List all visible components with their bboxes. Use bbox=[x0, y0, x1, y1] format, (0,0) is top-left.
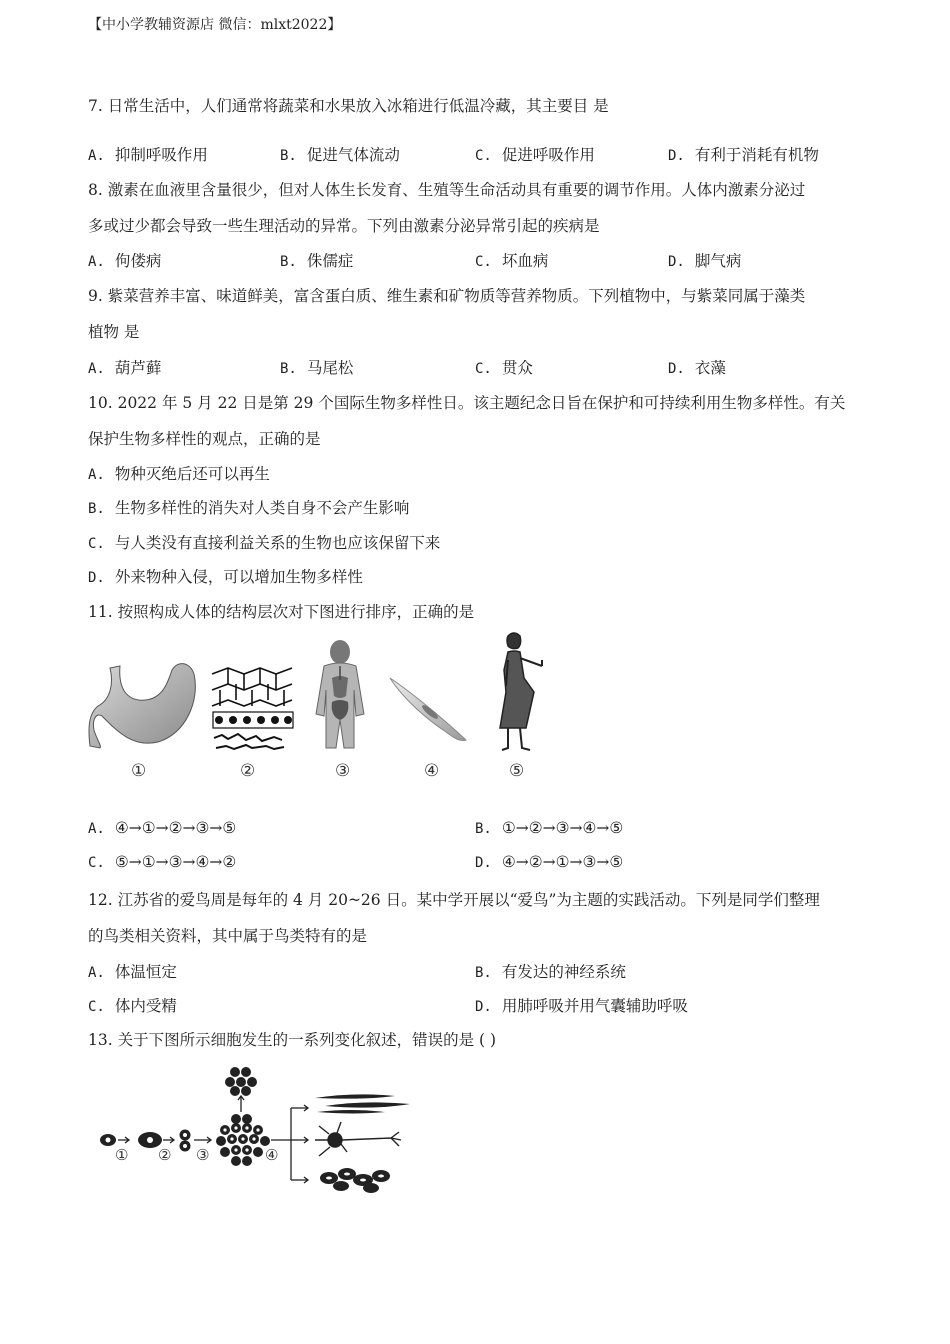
tissue-image bbox=[212, 666, 293, 754]
person-image bbox=[500, 633, 542, 750]
option-letter: C. bbox=[475, 361, 492, 377]
option-text: 坏血病 bbox=[501, 252, 549, 270]
option-letter: D. bbox=[668, 148, 685, 164]
blood-cells-icon bbox=[320, 1168, 390, 1193]
option-text: 生物多样性的消失对人类自身不会产生影响 bbox=[114, 499, 410, 517]
q11-option-a[interactable] bbox=[88, 819, 236, 837]
option-letter: D. bbox=[88, 570, 105, 586]
option-text: 体内受精 bbox=[114, 997, 177, 1015]
question-9-stem-line2: 植物 是 bbox=[88, 323, 140, 341]
option-letter: B. bbox=[88, 501, 105, 517]
q11-label-3: ③ bbox=[335, 761, 351, 781]
q11-label-1: ① bbox=[131, 761, 147, 781]
q12-option-b[interactable] bbox=[475, 960, 626, 982]
q11-figure bbox=[88, 630, 558, 790]
option-letter: C. bbox=[88, 855, 105, 871]
question-11-stem: 11. 按照构成人体的结构层次对下图进行排序，正确的是 bbox=[88, 603, 475, 621]
body-system-image bbox=[316, 640, 364, 748]
option-text: 衣藻 bbox=[694, 359, 726, 377]
q13-label-4: ④ bbox=[265, 1146, 279, 1164]
option-text: 贯众 bbox=[501, 359, 533, 377]
question-12-stem-line1: 12. 江苏省的爱鸟周是每年的 4 月 20~26 日。某中学开展以“爱鸟”为主题的实践活动。下列是同学们整理 bbox=[88, 891, 820, 909]
q12-option-a[interactable] bbox=[88, 960, 177, 982]
option-letter: D. bbox=[668, 361, 685, 377]
q11-label-4: ④ bbox=[424, 761, 440, 781]
page-header: 【中小学教辅资源店 微信：mlxt2022】 bbox=[88, 17, 342, 33]
option-letter: D. bbox=[668, 254, 685, 270]
q13-label-2: ② bbox=[158, 1146, 172, 1164]
option-text: 促进气体流动 bbox=[306, 146, 400, 164]
dividing-cells-icon bbox=[180, 1130, 191, 1152]
question-8-stem-line1: 8. 激素在血液里含量很少，但对人体生长发育、生殖等生命活动具有重要的调节作用。人体内激素分泌过 bbox=[88, 181, 806, 199]
question-8-stem-line2: 多或过少都会导致一些生理活动的异常。下列由激素分泌异常引起的疾病是 bbox=[88, 217, 600, 235]
neuron-icon bbox=[315, 1122, 401, 1156]
q7-option-d[interactable] bbox=[668, 143, 819, 165]
cell-image bbox=[390, 678, 466, 741]
option-text: 物种灭绝后还可以再生 bbox=[114, 465, 270, 483]
q13-label-1: ① bbox=[115, 1146, 129, 1164]
option-text: 侏儒症 bbox=[306, 252, 354, 270]
option-letter: B. bbox=[475, 821, 492, 837]
option-letter: C. bbox=[88, 999, 105, 1015]
q9-option-b[interactable] bbox=[280, 356, 353, 378]
question-10-stem-line2: 保护生物多样性的观点，正确的是 bbox=[88, 430, 321, 448]
q13-label-3: ③ bbox=[196, 1146, 210, 1164]
option-letter: A. bbox=[88, 821, 105, 837]
q7-option-b[interactable] bbox=[280, 143, 400, 165]
option-text: 抑制呼吸作用 bbox=[114, 146, 208, 164]
q10-option-d[interactable] bbox=[88, 565, 363, 587]
question-12-stem-line2: 的鸟类相关资料，其中属于鸟类特有的是 bbox=[88, 927, 368, 945]
stomach-image bbox=[89, 664, 195, 748]
q8-option-a[interactable] bbox=[88, 249, 161, 271]
q8-option-d[interactable] bbox=[668, 249, 741, 271]
q8-option-b[interactable] bbox=[280, 249, 353, 271]
option-text: ④→②→①→③→⑤ bbox=[501, 853, 624, 871]
q7-option-c[interactable] bbox=[475, 143, 595, 165]
q11-option-c[interactable] bbox=[88, 853, 236, 871]
question-10-stem-line1: 10. 2022 年 5 月 22 日是第 29 个国际生物多样性日。该主题纪念日旨在保护和可持续利用生物多样性。有关 bbox=[88, 394, 846, 412]
option-text: 与人类没有直接利益关系的生物也应该保留下来 bbox=[114, 534, 441, 552]
q7-option-a[interactable] bbox=[88, 143, 208, 165]
option-letter: D. bbox=[475, 999, 492, 1015]
option-text: ⑤→①→③→④→② bbox=[114, 853, 237, 871]
option-letter: B. bbox=[280, 254, 297, 270]
q10-option-a[interactable] bbox=[88, 462, 270, 484]
top-cell-cluster-icon bbox=[225, 1067, 257, 1096]
option-letter: B. bbox=[475, 965, 492, 981]
option-letter: A. bbox=[88, 361, 105, 377]
option-text: 用肺呼吸并用气囊辅助呼吸 bbox=[501, 997, 688, 1015]
option-text: 体温恒定 bbox=[114, 963, 177, 981]
branch-arrows-icon bbox=[271, 1105, 308, 1183]
option-text: 外来物种入侵，可以增加生物多样性 bbox=[114, 568, 363, 586]
option-letter: C. bbox=[88, 536, 105, 552]
q9-option-c[interactable] bbox=[475, 356, 533, 378]
option-text: 促进呼吸作用 bbox=[501, 146, 595, 164]
q11-option-d[interactable] bbox=[475, 853, 623, 871]
q10-option-c[interactable] bbox=[88, 531, 440, 553]
question-7-stem: 7. 日常生活中，人们通常将蔬菜和水果放入冰箱进行低温冷藏，其主要目 是 bbox=[88, 97, 609, 115]
q10-option-b[interactable] bbox=[88, 496, 409, 518]
single-cell-icon bbox=[100, 1134, 116, 1146]
option-text: ①→②→③→④→⑤ bbox=[501, 819, 624, 837]
question-9-stem-line1: 9. 紫菜营养丰富、味道鲜美，富含蛋白质、维生素和矿物质等营养物质。下列植物中，与紫菜同属于藻类 bbox=[88, 287, 806, 305]
question-13-stem: 13. 关于下图所示细胞发生的一系列变化叙述，错误的是 ( ) bbox=[88, 1031, 497, 1049]
q11-option-b[interactable] bbox=[475, 819, 623, 837]
q12-option-c[interactable] bbox=[88, 994, 177, 1016]
option-text: 有发达的神经系统 bbox=[501, 963, 626, 981]
q9-option-d[interactable] bbox=[668, 356, 726, 378]
option-letter: C. bbox=[475, 148, 492, 164]
option-text: 马尾松 bbox=[306, 359, 354, 377]
option-letter: B. bbox=[280, 361, 297, 377]
option-letter: A. bbox=[88, 254, 105, 270]
muscle-cells-icon bbox=[315, 1094, 410, 1113]
option-text: 脚气病 bbox=[694, 252, 742, 270]
option-letter: C. bbox=[475, 254, 492, 270]
q12-option-d[interactable] bbox=[475, 994, 688, 1016]
option-text: 葫芦藓 bbox=[114, 359, 162, 377]
option-letter: A. bbox=[88, 148, 105, 164]
option-text: 有利于消耗有机物 bbox=[694, 146, 819, 164]
q9-option-a[interactable] bbox=[88, 356, 161, 378]
option-letter: B. bbox=[280, 148, 297, 164]
option-text: ④→①→②→③→⑤ bbox=[114, 819, 237, 837]
option-letter: D. bbox=[475, 855, 492, 871]
q11-label-5: ⑤ bbox=[509, 761, 525, 781]
option-letter: A. bbox=[88, 965, 105, 981]
q8-option-c[interactable] bbox=[475, 249, 548, 271]
q13-figure bbox=[95, 1062, 415, 1197]
q11-label-2: ② bbox=[240, 761, 256, 781]
option-text: 佝偻病 bbox=[114, 252, 162, 270]
option-letter: A. bbox=[88, 467, 105, 483]
